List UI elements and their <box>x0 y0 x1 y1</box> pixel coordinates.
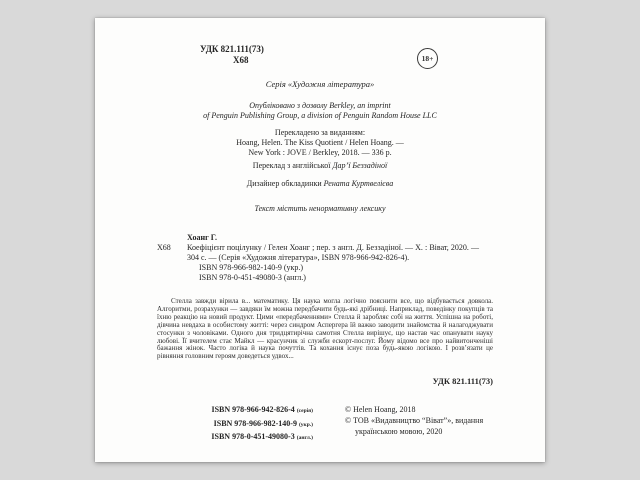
designer-name: Рената Куртвелієва <box>323 179 394 188</box>
series-line: Серія «Художня література» <box>265 79 375 89</box>
footer-isbn-line <box>155 418 313 432</box>
translated-intro: Перекладено за виданням: <box>274 128 366 137</box>
age-rating-text: 18+ <box>421 54 434 63</box>
catalog-code: Х68 <box>157 243 171 252</box>
udk-classification-block <box>200 44 264 66</box>
catalog-isbn-eng: ISBN 978-0-451-49080-3 (англ.) <box>199 273 306 282</box>
translated-line-1: Hoang, Helen. The Kiss Quotient / Helen Hoang. — <box>236 138 404 147</box>
translated-from-block <box>95 128 545 158</box>
designer-line <box>95 179 545 188</box>
catalog-isbn-block <box>199 263 479 283</box>
udk-line <box>200 44 264 55</box>
translated-line-2: New York : JOVE / Berkley, 2018. — 336 p. <box>248 148 392 157</box>
translator-name: Дар’ї Беззадіної <box>332 161 388 170</box>
translator-prefix: Переклад з англійської <box>252 161 333 170</box>
copyright-line: © ТОВ «Видавництво “Віват”», видання українською мовою, 2020 <box>345 416 484 436</box>
footer-isbn-line <box>155 404 313 418</box>
footer-copyright-block <box>345 404 510 437</box>
footer-isbn-label: (укр.) <box>298 421 313 428</box>
footer-isbn-number: ISBN 978-966-982-140-9 <box>213 418 299 428</box>
age-rating-badge <box>417 48 438 69</box>
footer-isbn-line <box>155 431 313 445</box>
designer-prefix: Дизайнер обкладинки <box>246 179 324 188</box>
udk-footer: УДК 821.111(73) <box>432 376 493 386</box>
catalog-card <box>157 233 479 283</box>
license-block <box>95 101 545 121</box>
udk-label: УДК <box>200 44 219 54</box>
copyright-page <box>95 18 545 462</box>
translator-line <box>95 161 545 170</box>
footer-isbn-block <box>155 404 313 445</box>
license-line-2: of Penguin Publishing Group, a division of Penguin Random House LLC <box>203 111 437 120</box>
footer-isbn-label: (серія) <box>296 408 313 414</box>
catalog-author: Хоанг Г. <box>187 233 217 242</box>
catalog-entry-text: Коефіцієнт поцілунку / Гелен Хоанг ; пер. з англ. Д. Беззадіної. — Х. : Віват, 2020. — 304 с. — (Серія «Художня література», ISBN 978-966-942-826-4). <box>187 243 479 262</box>
profanity-notice: Текст містить ненормативну лексику <box>254 204 386 213</box>
footer-isbn-number: ISBN 978-966-942-826-4 <box>211 405 297 414</box>
book-annotation: Стелла завжди вірила в... математику. Ця наука могла логічно пояснити все, що відбувається довкола. Алгоритми, розрахунки — завдяки їм можна передбачити будь-які дрібниці. Наприклад, поведінку покупців та їхню реакцію на новий продукт. Цими «передбаченнями» Стелла й заробляє собі на життя. Успішна на роботі, дівчина невдаха в особистому житті: через синдром Аспергера їй важко заводити знайомства й налагоджувати стосунки з чоловіками. Одного дня тридцятирічна самотня Стелла вирішує, що настав час опанувати науку любові. Її вчителем стає Майкл — красунчик зі служби ескорт-послуг. Йому відомо все про найвитонченіші бажання жінок. Часто логіка й наука почуттів. Та кохання існує поза будь-якою логікою. І розв’язати це рівняння головним героям доведеться удвох... <box>157 297 493 361</box>
license-line-1: Опубліковано з дозволу Berkley, an imprint <box>249 101 391 110</box>
udk-value: 821.111(73) <box>220 44 264 54</box>
footer-isbn-number: ISBN 978-0-451-49080-3 <box>211 432 297 441</box>
author-code: Х68 <box>233 55 249 65</box>
footer-isbn-label: (англ.) <box>296 435 313 441</box>
copyright-line: © Helen Hoang, 2018 <box>345 405 416 414</box>
catalog-isbn-ukr: ISBN 978-966-982-140-9 (укр.) <box>199 263 304 272</box>
catalog-entry <box>157 243 479 263</box>
